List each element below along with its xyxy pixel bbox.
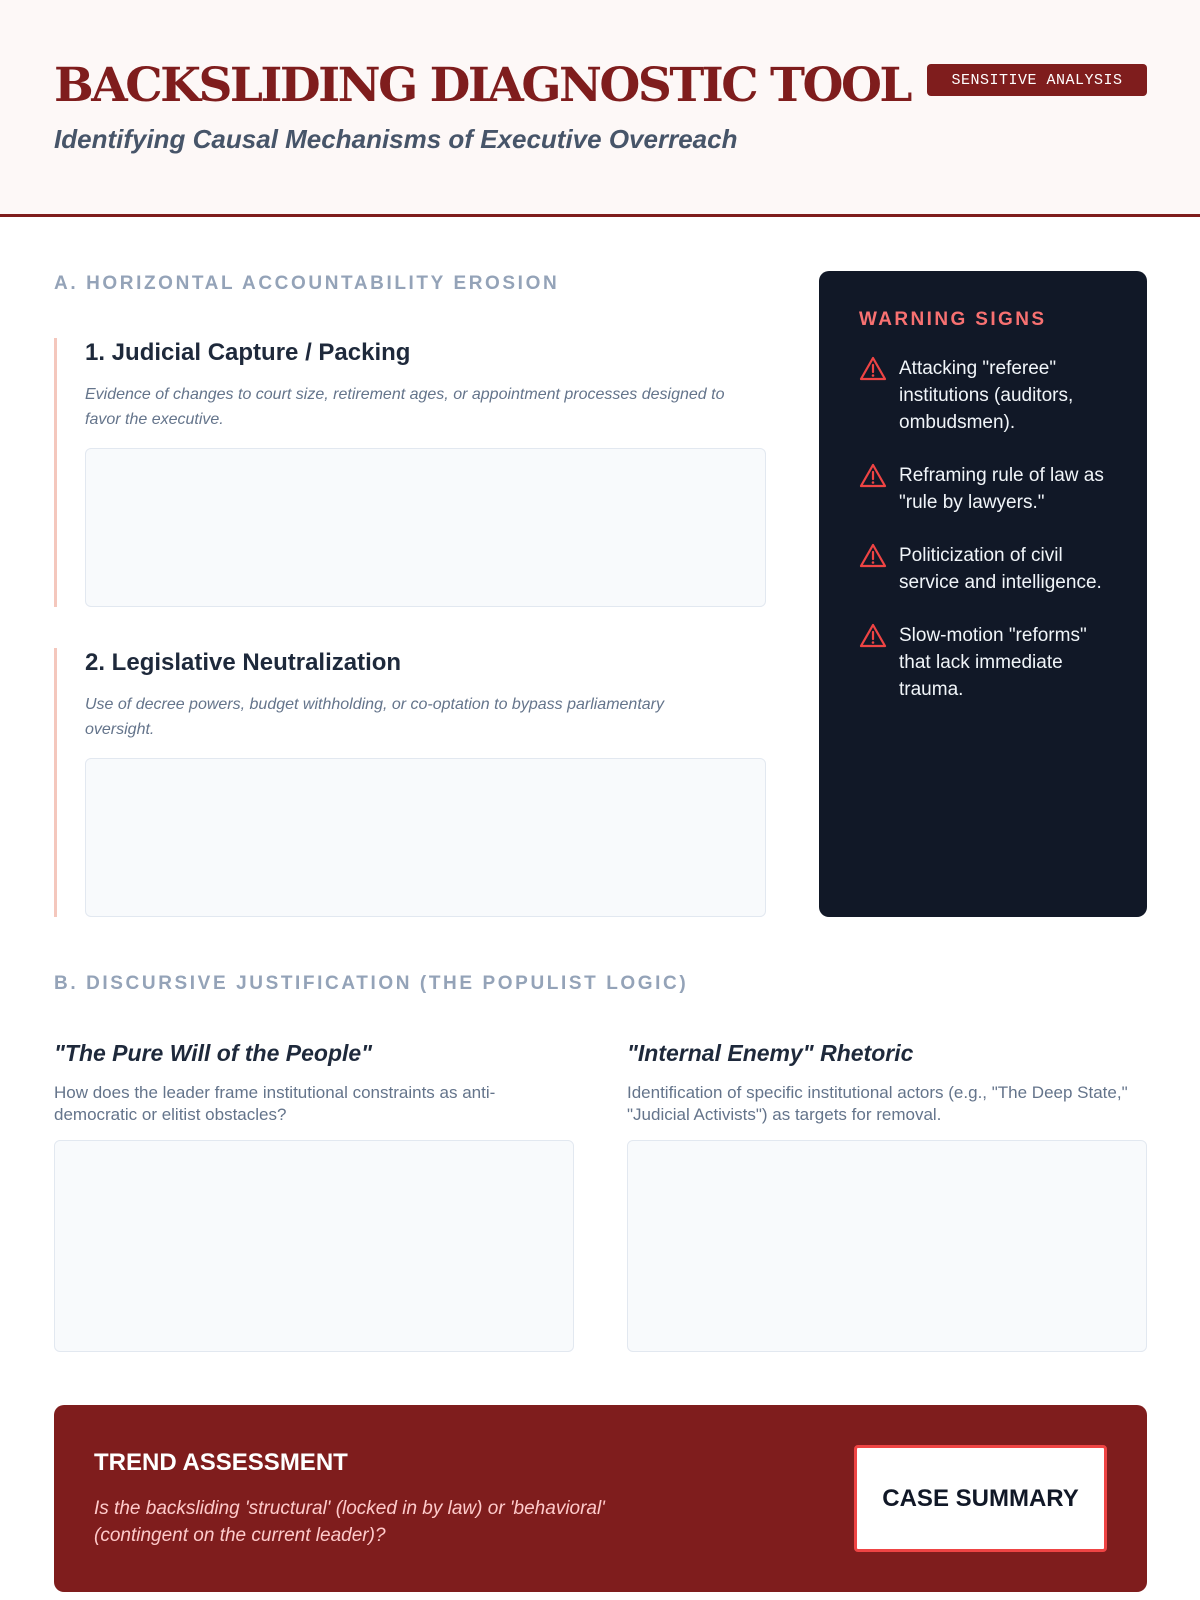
internal-enemy-answer-field[interactable] [627,1140,1147,1352]
column-hint: Identification of specific institutional actors (e.g., "The Deep State," "Judicial Activists") as targets for removal. [627,1083,1128,1124]
question-legislative-neutralization [54,648,766,917]
question-hint: Use of decree powers, budget withholding, or co-optation to bypass parliamentary oversight. [85,696,664,738]
warning-triangle-icon [859,356,887,382]
question-hint: Evidence of changes to court size, retirement ages, or appointment processes designed to favor the executive. [85,386,725,428]
warning-triangle-icon [859,623,887,649]
trend-assessment-hint: Is the backsliding 'structural' (locked in by law) or 'behavioral' (contingent on the current leader)? [94,1498,605,1546]
page-header [0,0,1200,217]
warning-item [859,462,1117,516]
warning-item [859,542,1117,596]
column-title: "The Pure Will of the People" [54,1040,373,1066]
warning-item-text: Attacking "referee" institutions (auditors, ombudsmen). [899,358,1074,433]
warning-triangle-icon [859,543,887,569]
page-title: BACKSLIDING DIAGNOSTIC TOOL [54,58,910,113]
warning-item-text: Politicization of civil service and intelligence. [899,545,1102,593]
question-title: 2. Legislative Neutralization [85,649,402,676]
column-hint: How does the leader frame institutional constraints as anti-democratic or elitist obstacles? [54,1083,496,1124]
sensitive-analysis-badge: SENSITIVE ANALYSIS [927,64,1147,96]
question-judicial-capture [54,338,766,607]
warning-item [859,355,1117,436]
case-summary-button[interactable]: CASE SUMMARY [854,1445,1107,1552]
legislative-neutralization-answer-field[interactable] [85,758,766,917]
page-subtitle: Identifying Causal Mechanisms of Executive Overreach [54,124,738,154]
warning-signs-title: WARNING SIGNS [859,309,1047,330]
pure-will-answer-field[interactable] [54,1140,574,1352]
warning-item [859,622,1117,703]
warning-item-text: Reframing rule of law as "rule by lawyers." [899,465,1104,513]
pure-will-column [54,1038,574,1352]
column-title: "Internal Enemy" Rhetoric [627,1040,914,1066]
trend-assessment-panel [54,1405,1147,1592]
question-title: 1. Judicial Capture / Packing [85,339,411,366]
warning-item-text: Slow-motion "reforms" that lack immediate trauma. [899,625,1087,700]
internal-enemy-column [627,1038,1147,1352]
section-b-title: B. DISCURSIVE JUSTIFICATION (THE POPULIST LOGIC) [54,973,689,994]
trend-assessment-title: TREND ASSESSMENT [94,1449,348,1476]
judicial-capture-answer-field[interactable] [85,448,766,607]
warning-triangle-icon [859,463,887,489]
section-a-title: A. HORIZONTAL ACCOUNTABILITY EROSION [54,273,560,294]
warning-signs-panel [819,271,1147,917]
